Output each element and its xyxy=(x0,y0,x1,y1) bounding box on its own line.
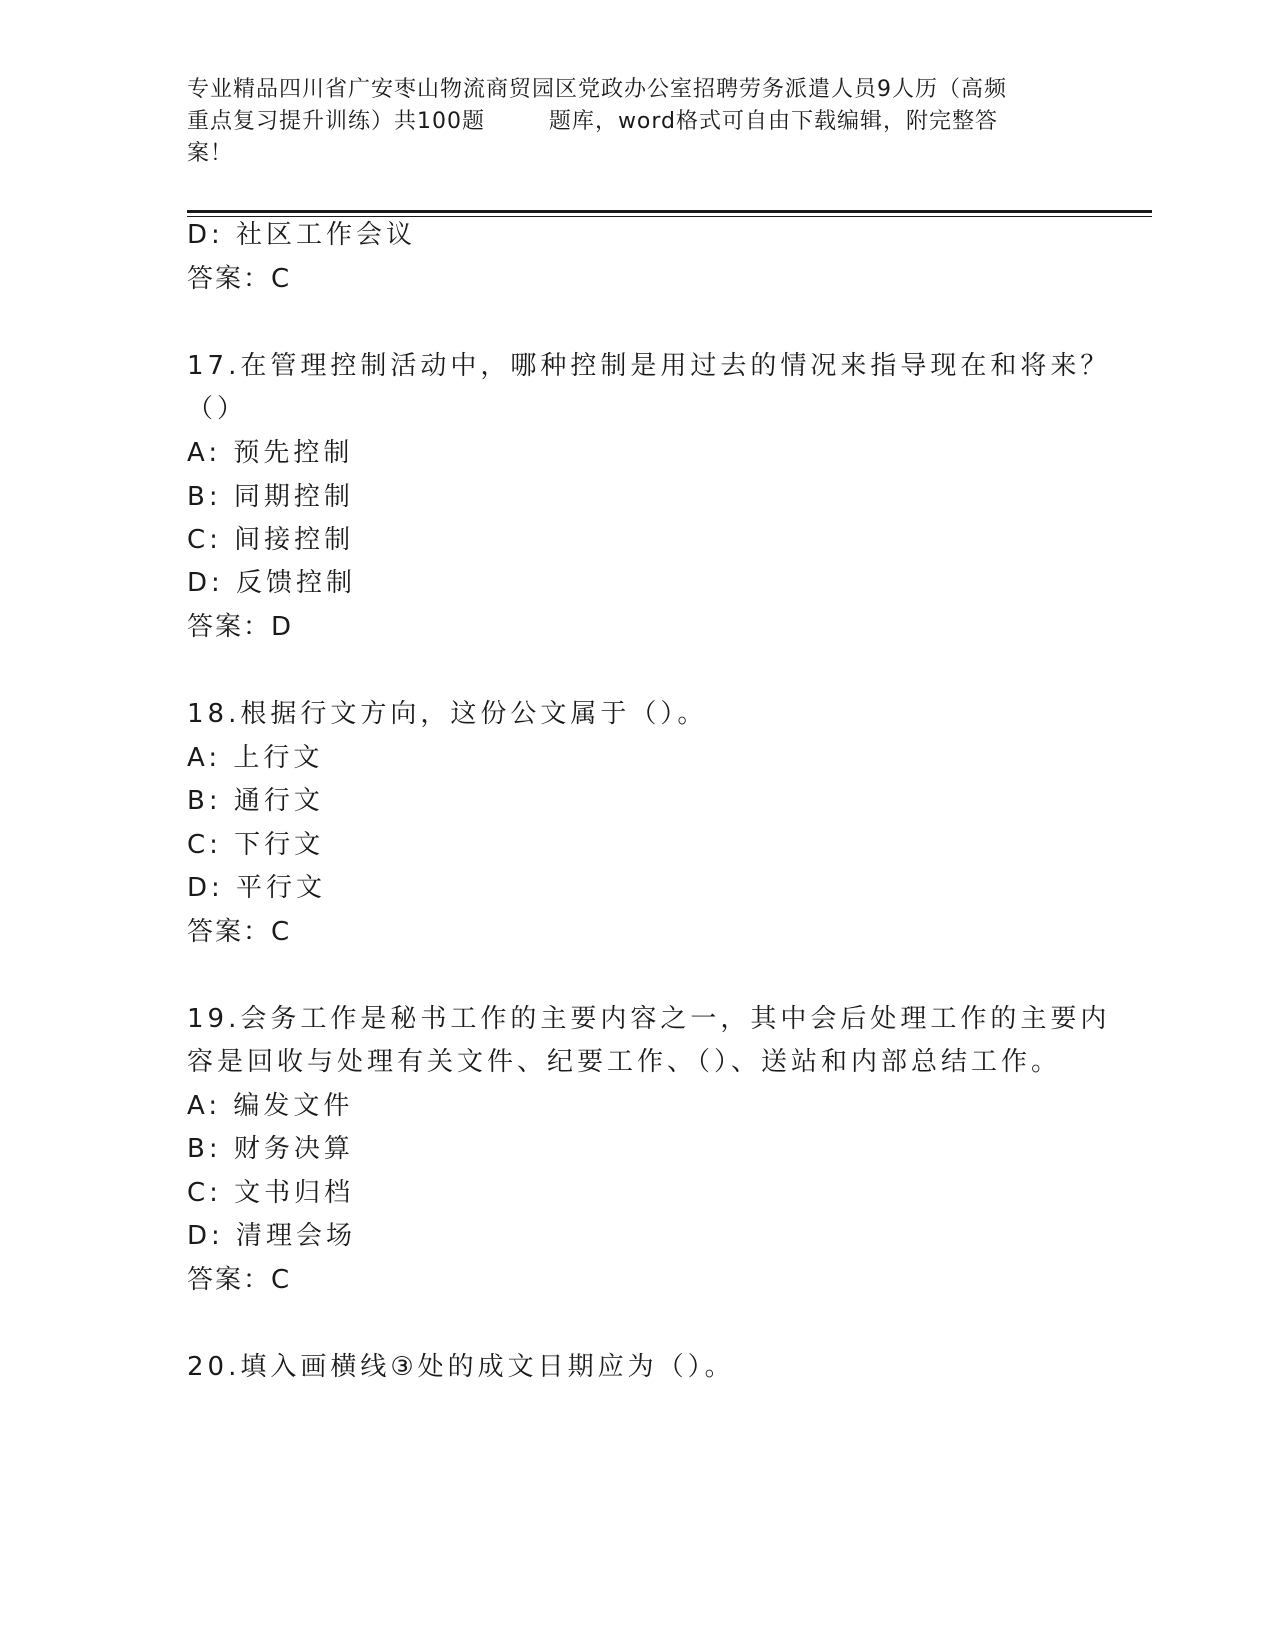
document-header xyxy=(187,74,1087,170)
q16-option-d: D: 社区工作会议 xyxy=(187,220,417,250)
q18-option-a: A: 上行文 xyxy=(187,743,324,773)
q20-question: 20.填入画横线③处的成文日期应为（）。 xyxy=(187,1352,735,1382)
q17-answer: 答案：D xyxy=(187,612,294,642)
header-line-1: 专业精品四川省广安枣山物流商贸园区党政办公室招聘劳务派遣人员9人历（高频 xyxy=(187,77,1007,102)
q18-option-c: C: 下行文 xyxy=(187,830,325,860)
q19-option-d: D: 清理会场 xyxy=(187,1221,357,1251)
q19-question-line-1: 19.会务工作是秘书工作的主要内容之一，其中会后处理工作的主要内 xyxy=(187,1004,1111,1034)
q17-question-line-1: 17.在管理控制活动中，哪种控制是用过去的情况来指导现在和将来？ xyxy=(187,351,1111,381)
q18-option-d: D: 平行文 xyxy=(187,873,327,903)
q19-question-line-2: 容是回收与处理有关文件、纪要工作、（）、送站和内部总结工作。 xyxy=(187,1047,1062,1077)
q19-option-c: C: 文书归档 xyxy=(187,1178,355,1208)
header-line-2: 重点复习提升训练）共100题 题库，word格式可自由下载编辑，附完整答 xyxy=(187,109,999,134)
q18-answer: 答案：C xyxy=(187,917,292,947)
q17-option-a: A: 预先控制 xyxy=(187,438,354,468)
q18-option-b: B: 通行文 xyxy=(187,786,324,816)
q19-answer: 答案：C xyxy=(187,1265,292,1295)
header-divider-thick xyxy=(187,210,1152,213)
q19-option-a: A: 编发文件 xyxy=(187,1091,354,1121)
q18-question: 18.根据行文方向，这份公文属于（）。 xyxy=(187,699,708,729)
q17-option-c: C: 间接控制 xyxy=(187,525,355,555)
q17-option-b: B: 同期控制 xyxy=(187,482,354,512)
q16-answer: 答案：C xyxy=(187,264,292,294)
q17-option-d: D: 反馈控制 xyxy=(187,568,357,598)
header-divider-thin xyxy=(187,216,1152,217)
q19-option-b: B: 财务决算 xyxy=(187,1134,354,1164)
header-line-3: 案！ xyxy=(187,141,234,166)
q17-question-line-2: （） xyxy=(187,394,248,424)
